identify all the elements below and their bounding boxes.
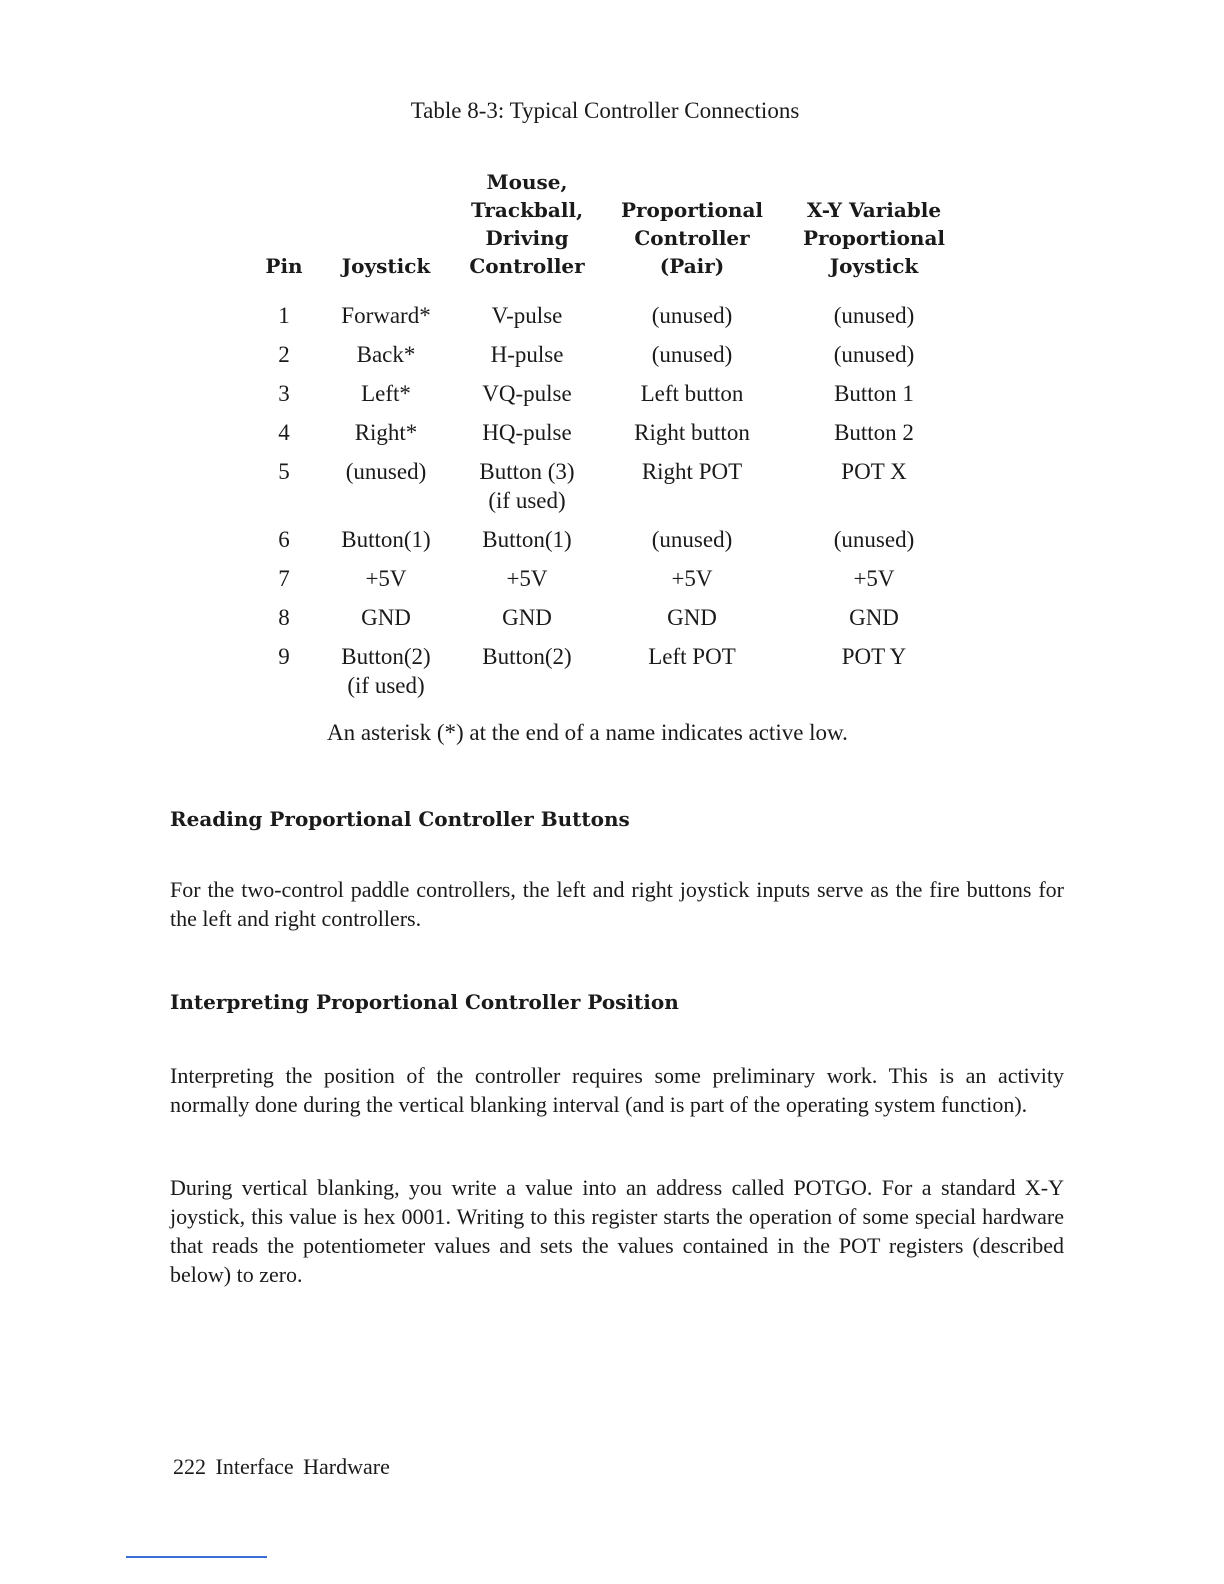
table-row — [248, 520, 966, 559]
table-footnote: An asterisk (*) at the end of a name indicates active low. — [327, 720, 848, 745]
cell-proportional: (unused) — [651, 342, 733, 367]
cell-proportional: GND — [667, 605, 717, 630]
cell-mouse: H-pulse — [490, 342, 564, 367]
cell-xy: (unused) — [833, 342, 915, 367]
cell-joystick: Button(2) (if used) — [341, 644, 431, 698]
cell-mouse: V-pulse — [491, 303, 563, 328]
cell-proportional: Right button — [634, 420, 750, 445]
cell-proportional: Left button — [640, 381, 744, 406]
scan-edge-line — [126, 1556, 267, 1558]
cell-pin: 9 — [278, 644, 290, 669]
cell-mouse: VQ-pulse — [482, 381, 572, 406]
cell-mouse: Button (3) (if used) — [479, 459, 575, 513]
cell-xy: Button 2 — [834, 420, 914, 445]
section-heading: Reading Proportional Controller Buttons — [170, 807, 630, 831]
cell-pin: 5 — [278, 459, 290, 484]
cell-mouse: Button(2) — [482, 644, 572, 669]
cell-pin: 7 — [278, 566, 290, 591]
table-row — [248, 413, 966, 452]
section-heading: Interpreting Proportional Controller Position — [170, 990, 679, 1014]
cell-xy: GND — [849, 605, 899, 630]
cell-pin: 8 — [278, 605, 290, 630]
cell-pin: 4 — [278, 420, 290, 445]
cell-proportional: (unused) — [651, 527, 733, 552]
table-row — [248, 637, 966, 705]
cell-mouse: Button(1) — [482, 527, 572, 552]
table-row — [248, 296, 966, 335]
header-mouse-trackball: Mouse, Trackball, Driving Controller — [469, 170, 585, 278]
cell-xy: POT X — [841, 459, 907, 484]
table-row — [248, 598, 966, 637]
cell-joystick: Button(1) — [341, 527, 431, 552]
table-row — [248, 559, 966, 598]
cell-joystick: Right* — [354, 420, 418, 445]
page-footer — [173, 1454, 390, 1480]
paragraph: Interpreting the position of the controller requires some preliminary work. This is an activity normally done during the vertical blanking interval (and is part of the operating system function). — [170, 1063, 1064, 1117]
cell-pin: 6 — [278, 527, 290, 552]
header-proportional-controller: Proportional Controller (Pair) — [620, 198, 764, 278]
cell-xy: +5V — [853, 566, 895, 591]
cell-joystick: (unused) — [345, 459, 427, 484]
cell-proportional: Right POT — [641, 459, 743, 484]
cell-joystick: Back* — [356, 342, 416, 367]
cell-mouse: HQ-pulse — [482, 420, 572, 445]
cell-xy: POT Y — [841, 644, 907, 669]
table-row — [248, 335, 966, 374]
cell-pin: 2 — [278, 342, 290, 367]
cell-xy: (unused) — [833, 303, 915, 328]
header-pin: Pin — [265, 254, 303, 278]
cell-mouse: GND — [502, 605, 552, 630]
table-row — [248, 374, 966, 413]
cell-joystick: Left* — [361, 381, 411, 406]
cell-proportional: (unused) — [651, 303, 733, 328]
cell-mouse: +5V — [506, 566, 548, 591]
cell-pin: 3 — [278, 381, 290, 406]
paragraph: During vertical blanking, you write a value into an address called POTGO. For a standard X-Y joystick, this value is hex 0001. Writing to this register starts the operation of some special hardware that reads the potentiometer values and sets the values contained in the POT registers (described below) to zero. — [170, 1175, 1064, 1287]
cell-pin: 1 — [278, 303, 290, 328]
cell-joystick: GND — [361, 605, 411, 630]
chapter-title: Interface Hardware — [215, 1454, 390, 1479]
cell-joystick: +5V — [365, 566, 407, 591]
header-xy-joystick: X-Y Variable Proportional Joystick — [802, 198, 946, 278]
cell-joystick: Forward* — [341, 303, 431, 328]
page-number: 222 — [173, 1454, 206, 1479]
header-joystick: Joystick — [341, 254, 431, 278]
cell-xy: (unused) — [833, 527, 915, 552]
cell-xy: Button 1 — [834, 381, 914, 406]
cell-proportional: Left POT — [648, 644, 736, 669]
table-caption: Table 8-3: Typical Controller Connections — [410, 98, 800, 123]
table-row — [248, 452, 966, 520]
cell-proportional: +5V — [671, 566, 713, 591]
paragraph: For the two-control paddle controllers, the left and right joystick inputs serve as the fire buttons for the left and right controllers. — [170, 877, 1064, 931]
table-header-row — [248, 168, 966, 296]
controller-connections-table — [248, 168, 966, 705]
